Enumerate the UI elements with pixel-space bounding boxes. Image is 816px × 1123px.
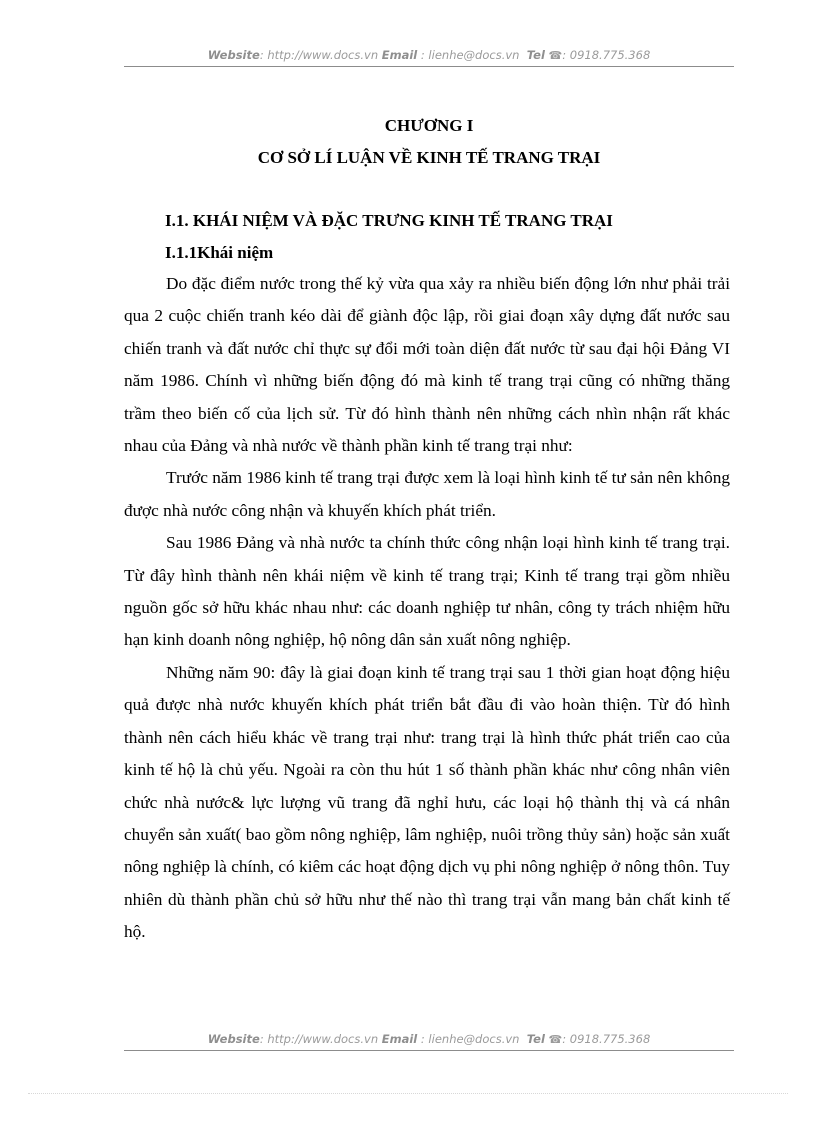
- section-heading: I.1. KHÁI NIỆM VÀ ĐẶC TRƯNG KINH TẾ TRANG TRẠI: [165, 211, 613, 230]
- section-subheading: I.1.1Khái niệm: [165, 243, 274, 262]
- page-header: [124, 48, 734, 62]
- footer-website-value: : http://www.docs.vn: [259, 1032, 379, 1046]
- footer-website-label: Website: [207, 1032, 260, 1046]
- footer-email-label: Email: [381, 1032, 418, 1046]
- header-website-value: : http://www.docs.vn: [259, 48, 379, 62]
- paragraph-3: Sau 1986 Đảng và nhà nước ta chính thức công nhận loại hình kinh tế trang trại. Từ đây hình thành nên khái niệm về kinh tế trang trại; Kinh tế trang trại gồm nhiều nguồn gốc sở hữu khác nhau như: các doanh nghiệp tư nhân, công ty trách nhiệm hữu hạn kinh doanh nông nghiệp, hộ nông dân sản xuất nông nghiệp.: [124, 533, 730, 650]
- header-tel-value: : 0918.775.368: [562, 48, 651, 62]
- page-footer: [124, 1032, 734, 1046]
- chapter-title: CƠ SỞ LÍ LUẬN VỀ KINH TẾ TRANG TRẠI: [257, 148, 601, 167]
- phone-icon: ☎: [548, 1033, 563, 1046]
- header-email-label: Email: [381, 48, 418, 62]
- chapter-number: CHƯƠNG I: [384, 116, 474, 135]
- footer-tel-value: : 0918.775.368: [562, 1032, 651, 1046]
- paragraph-2: Trước năm 1986 kinh tế trang trại được xem là loại hình kinh tế tư sản nên không được nhà nước công nhận và khuyến khích phát triển.: [124, 468, 730, 520]
- header-tel-label: Tel: [526, 48, 545, 62]
- body-text: [124, 268, 730, 949]
- footer-rule: [124, 1050, 734, 1051]
- paragraph-1: Do đặc điểm nước trong thế kỷ vừa qua xảy ra nhiều biến động lớn như phải trải qua 2 cuộc chiến tranh kéo dài để giành độc lập, rồi giai đoạn xây dựng đất nước sau chiến tranh và đất nước chỉ thực sự đổi mới toàn diện đất nước từ sau đại hội Đảng VI năm 1986. Chính vì những biến động đó mà kinh tế trang trại cũng có những thăng trầm theo biến cố của lịch sử. Từ đó hình thành nên những cách nhìn nhận rất khác nhau của Đảng và nhà nước về thành phần kinh tế trang trại như:: [124, 274, 730, 456]
- page-edge-divider: [28, 1093, 788, 1094]
- footer-email-value: : lienhe@docs.vn: [420, 1032, 520, 1046]
- header-website-label: Website: [207, 48, 260, 62]
- header-email-value: : lienhe@docs.vn: [420, 48, 520, 62]
- header-rule: [124, 66, 734, 67]
- paragraph-4: Những năm 90: đây là giai đoạn kinh tế trang trại sau 1 thời gian hoạt động hiệu quả được nhà nước khuyến khích phát triển bắt đầu đi vào hoàn thiện. Từ đó hình thành nên cách hiểu khác về trang trại như: trang trại là hình thức phát triển cao của kinh tế hộ là chủ yếu. Ngoài ra còn thu hút 1 số thành phần khác như công nhân viên chức nhà nước& lực lượng vũ trang đã nghỉ hưu, các loại hộ thành thị và cá nhân chuyển sản xuất( bao gồm nông nghiệp, lâm nghiệp, nuôi trồng thủy sản) hoặc sản xuất nông nghiệp là chính, có kiêm các hoạt động dịch vụ phi nông nghiệp ở nông thôn. Tuy nhiên dù thành phần chủ sở hữu như thế nào thì trang trại vẫn mang bản chất kinh tế hộ.: [124, 662, 730, 942]
- phone-icon: ☎: [548, 49, 563, 62]
- footer-tel-label: Tel: [526, 1032, 545, 1046]
